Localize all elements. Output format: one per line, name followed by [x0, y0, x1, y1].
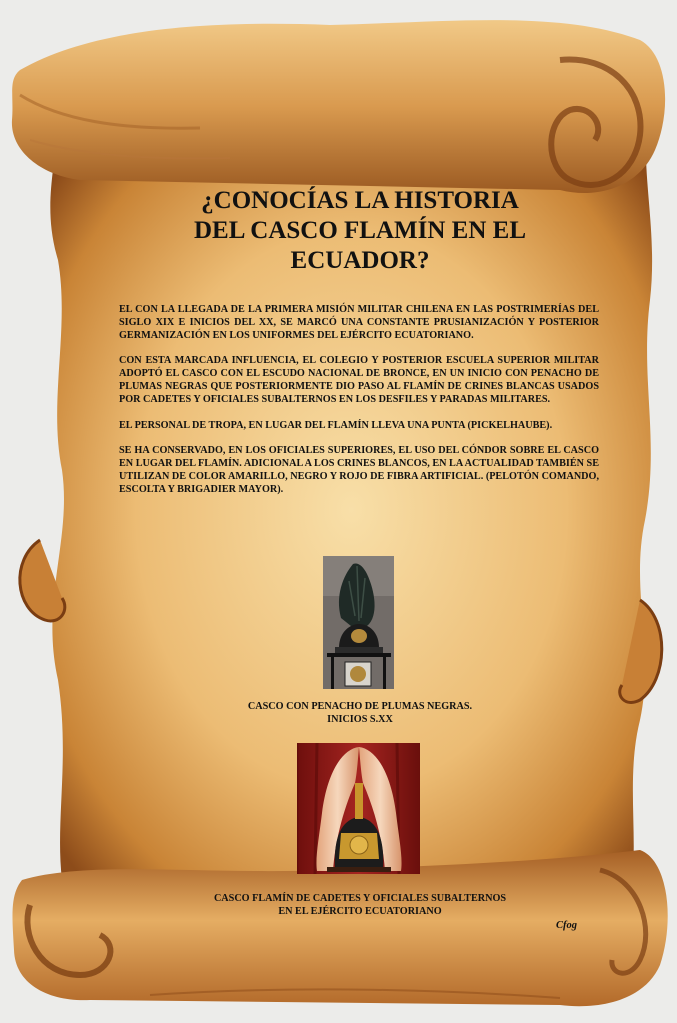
- paragraph-4: SE HA CONSERVADO, EN LOS OFICIALES SUPERIORES, EL USO DEL CÓNDOR SOBRE EL CASCO EN LUGAR DEL FLAMÍN. ADICIONAL A LOS CRINES BLANCOS, EN LA ACTUALIDAD TAMBIÉN SE UTILIZAN DE COLOR AMARILLO, NEGRO Y ROJO DE FIBRA ARTIFICIAL. (PELOTÓN COMANDO, ESCOLTA Y BRIGADIER MAYOR).: [119, 445, 600, 495]
- figure-1-caption-line-1: CASCO CON PENACHO DE PLUMAS NEGRAS.: [247, 701, 473, 712]
- figure-1-caption-line-2: INICIOS S.XX: [327, 713, 393, 725]
- title-line-1: ¿CONOCÍAS LA HISTORIA: [201, 187, 519, 214]
- title-line-3: ECUADOR?: [290, 247, 430, 274]
- author-signature: Cfog: [556, 920, 577, 931]
- title-line-2: DEL CASCO FLAMÍN EN EL: [194, 217, 526, 244]
- body-text: [119, 304, 599, 510]
- figure-2-caption-line-1: CASCO FLAMÍN DE CADETES Y OFICIALES SUBALTERNOS: [213, 893, 507, 904]
- figure-2-caption-line-2: EN EL EJÉRCITO ECUATORIANO: [278, 905, 442, 917]
- paragraph-3: EL PERSONAL DE TROPA, EN LUGAR DEL FLAMÍN LLEVA UNA PUNTA (PICKELHAUBE).: [119, 419, 553, 431]
- helmet-flamin-photo: [297, 743, 420, 874]
- figure-2-caption: [160, 893, 560, 918]
- paragraph-1: EL CON LA LLEGADA DE LA PRIMERA MISIÓN MILITAR CHILENA EN LAS POSTRIMERÍAS DEL SIGLO XIX E INICIOS DEL XX, SE MARCÓ UNA CONSTANTE PRUSIANIZACIÓN Y POSTERIOR GERMANIZACIÓN EN LOS UNIFORMES DEL EJÉRCITO ECUATORIANO.: [119, 304, 599, 341]
- paragraph-2: CON ESTA MARCADA INFLUENCIA, EL COLEGIO Y POSTERIOR ESCUELA SUPERIOR MILITAR ADOPTÓ EL CASCO CON EL ESCUDO NACIONAL DE BRONCE, EN UN INICIO CON PENACHO DE PLUMAS NEGRAS QUE POSTERIORMENTE DIO PASO AL FLAMÍN DE CRINES BLANCAS USADOS POR CADETES Y OFICIALES SUBALTERNOS EN LOS DESFILES Y PARADAS MILITARES.: [119, 355, 599, 405]
- page-title: [150, 186, 570, 276]
- scroll-top-roll: [12, 20, 665, 193]
- figure-1-caption: [200, 701, 520, 726]
- helmet-black-plume-photo: [323, 556, 394, 689]
